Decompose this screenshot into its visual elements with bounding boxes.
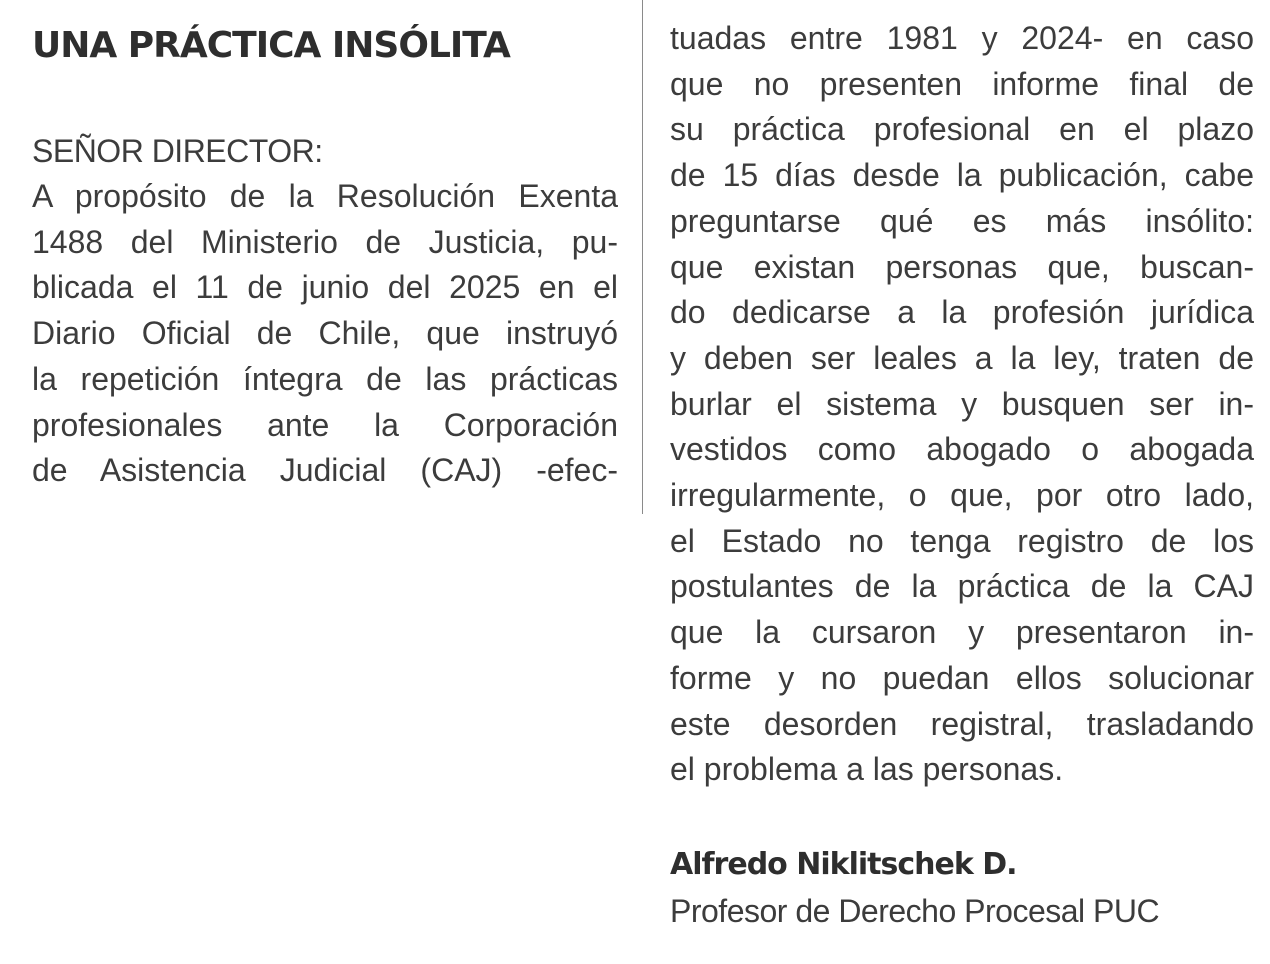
- body-line: profesionales ante la Corporación: [32, 406, 618, 443]
- body-line: burlar el sistema y busquen ser in-: [670, 385, 1254, 422]
- body-line: blicada el 11 de junio del 2025 en el: [32, 269, 618, 306]
- left-body: [32, 174, 618, 494]
- body-line: preguntarse qué es más insólito:: [670, 202, 1254, 239]
- column-divider: [642, 0, 643, 514]
- body-line: el problema a las personas.: [670, 751, 1064, 788]
- body-line: y deben ser leales a la ley, traten de: [670, 339, 1254, 376]
- body-line: do dedicarse a la profesión jurídica: [670, 294, 1254, 331]
- salutation: SEÑOR DIRECTOR:: [32, 133, 323, 169]
- body-line: su práctica profesional en el plazo: [670, 111, 1254, 148]
- body-line: el Estado no tenga registro de los: [670, 522, 1254, 559]
- body-line: A propósito de la Resolución Exenta: [32, 178, 618, 214]
- left-column: [32, 18, 618, 494]
- right-body: [670, 16, 1254, 793]
- body-line: este desorden registral, trasladando: [670, 705, 1254, 742]
- signature-block: [670, 842, 1254, 934]
- body-line: la repetición íntegra de las prácticas: [32, 360, 618, 397]
- body-line: postulantes de la práctica de la CAJ: [670, 568, 1254, 605]
- headline: UNA PRÁCTICA INSÓLITA: [32, 25, 510, 66]
- body-line: que no presenten informe final de: [670, 65, 1254, 102]
- author-name: Alfredo Niklitschek D.: [670, 847, 1017, 882]
- body-line: irregularmente, o que, por otro lado,: [670, 477, 1254, 514]
- author-role: Profesor de Derecho Procesal PUC: [670, 893, 1160, 929]
- body-line: 1488 del Ministerio de Justicia, pu-: [32, 223, 618, 260]
- body-line: forme y no puedan ellos solucionar: [670, 659, 1254, 696]
- body-line: de Asistencia Judicial (CAJ) -efec-: [32, 452, 618, 489]
- body-line: tuadas entre 1981 y 2024- en caso: [670, 20, 1254, 56]
- body-line: que existan personas que, buscan-: [670, 248, 1254, 285]
- body-line: de 15 días desde la publicación, cabe: [670, 157, 1254, 194]
- right-column: [670, 16, 1254, 793]
- body-line: vestidos como abogado o abogada: [670, 431, 1254, 468]
- body-line: Diario Oficial de Chile, que instruyó: [32, 315, 618, 352]
- body-line: que la cursaron y presentaron in-: [670, 614, 1254, 651]
